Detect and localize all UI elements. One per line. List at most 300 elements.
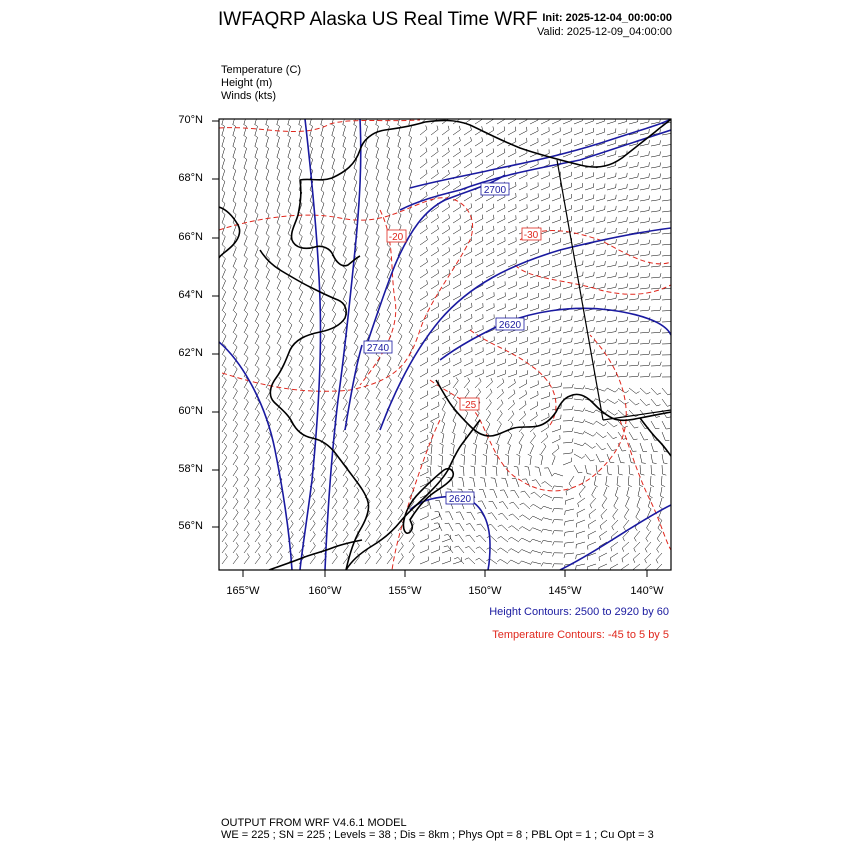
- wind-barb-flag: [343, 234, 346, 237]
- wind-barb-flag: [537, 402, 538, 406]
- wind-barb-flag: [541, 540, 543, 543]
- wind-barb: [640, 321, 649, 322]
- wind-barb: [541, 364, 550, 366]
- wind-barb-flag: [410, 256, 413, 259]
- wind-barb: [387, 524, 392, 531]
- wind-barb-flag: [498, 513, 502, 514]
- wind-barb: [439, 500, 442, 509]
- wind-barb-flag: [519, 561, 522, 564]
- wind-barb: [458, 546, 464, 553]
- wind-barb: [266, 358, 270, 366]
- wind-barb-flag: [289, 278, 292, 281]
- wind-barb: [480, 535, 486, 542]
- wind-barb-flag: [389, 388, 392, 391]
- wind-barb-flag: [460, 292, 461, 296]
- wind-barb-flag: [441, 432, 444, 434]
- wind-barb-flag: [507, 443, 510, 445]
- wind-barb: [532, 562, 541, 564]
- wind-barb: [563, 432, 572, 433]
- wind-barb-flag: [312, 410, 315, 413]
- wind-barb: [645, 542, 651, 549]
- wind-barb: [646, 531, 651, 538]
- wind-barb: [523, 515, 530, 520]
- wind-barb-flag: [552, 454, 555, 457]
- wind-barb-flag: [257, 377, 260, 380]
- wind-barb: [409, 435, 414, 443]
- wind-barb-flag: [410, 289, 413, 292]
- wind-barb-flag: [290, 377, 293, 380]
- wind-barb-flag: [605, 261, 606, 265]
- wind-barb-flag: [657, 549, 659, 552]
- wind-barb: [563, 298, 572, 300]
- wind-barb-flag: [521, 432, 524, 435]
- wind-barb-flag: [277, 179, 280, 182]
- wind-barb: [629, 177, 638, 179]
- wind-barb-flag: [459, 477, 463, 478]
- wind-barb-flag: [367, 399, 370, 402]
- wind-barb: [420, 163, 427, 169]
- wind-barb: [244, 502, 249, 509]
- wind-barb-flag: [437, 159, 438, 163]
- wind-barb-flag: [258, 487, 260, 490]
- wind-barb: [244, 237, 247, 245]
- wind-barb: [222, 557, 227, 564]
- wind-barb: [442, 373, 450, 377]
- wind-barb: [574, 209, 583, 212]
- wind-barb-flag: [400, 410, 403, 413]
- wind-barb: [607, 188, 616, 190]
- wind-barb-flag: [346, 531, 348, 534]
- wind-barb: [343, 226, 346, 234]
- wind-barb: [420, 505, 428, 509]
- wind-barb: [508, 286, 516, 290]
- wind-barb: [543, 552, 552, 553]
- wind-barb-flag: [288, 234, 291, 237]
- wind-barb: [530, 264, 538, 267]
- wind-barb-flag: [256, 344, 259, 347]
- wind-barb-flag: [482, 215, 483, 219]
- wind-barb-flag: [247, 476, 249, 479]
- wind-barb: [554, 497, 563, 498]
- wind-barb-flag: [460, 236, 461, 240]
- wind-barb-flag: [449, 203, 450, 207]
- wind-barb: [662, 388, 668, 395]
- wind-barb: [519, 275, 527, 278]
- wind-barb: [565, 509, 574, 511]
- wind-barb-flag: [612, 527, 614, 531]
- wind-barb-flag: [324, 498, 326, 501]
- wind-barb-flag: [489, 501, 493, 502]
- wind-barb: [376, 358, 380, 366]
- wind-barb-flag: [345, 388, 348, 391]
- wind-barb: [475, 252, 483, 256]
- wind-barb-flag: [257, 443, 259, 446]
- wind-barb-flag: [566, 491, 567, 495]
- wind-barb-flag: [502, 389, 504, 393]
- wind-barb: [310, 402, 314, 410]
- wind-barb: [420, 461, 428, 465]
- wind-barb: [420, 295, 428, 300]
- wind-barb-flag: [332, 146, 335, 149]
- wind-barb-flag: [546, 433, 547, 437]
- wind-barb: [479, 558, 486, 564]
- wind-barb-flag: [368, 531, 370, 534]
- wind-barb-flag: [589, 515, 590, 519]
- wind-barb: [277, 435, 282, 443]
- wind-barb: [288, 148, 291, 157]
- svg-text:2620: 2620: [498, 320, 522, 331]
- wind-barb-flag: [410, 300, 413, 303]
- wind-barb-flag: [302, 498, 304, 501]
- wind-barb-flag: [460, 170, 461, 174]
- wind-barb: [387, 182, 390, 191]
- wind-barb-flag: [386, 135, 389, 137]
- wind-barb: [541, 209, 549, 212]
- wind-barb: [599, 553, 607, 557]
- wind-barb-flag: [364, 124, 367, 126]
- wind-barb: [442, 251, 450, 256]
- wind-barb: [662, 167, 671, 168]
- wind-barb: [470, 524, 475, 532]
- wind-barb: [464, 252, 472, 256]
- wind-barb: [475, 241, 483, 245]
- wind-barb-flag: [300, 289, 303, 292]
- wind-barb: [544, 506, 553, 509]
- wind-barb-flag: [365, 190, 368, 193]
- wind-barb: [343, 237, 346, 245]
- wind-barb-flag: [342, 113, 345, 115]
- wind-barb-flag: [234, 322, 237, 325]
- wind-barb: [629, 155, 638, 157]
- wind-barb-flag: [244, 179, 247, 182]
- wind-barb: [244, 446, 249, 454]
- wind-barb-flag: [269, 553, 271, 556]
- wind-barb: [244, 491, 249, 499]
- wind-barb: [471, 512, 475, 520]
- wind-barb: [529, 467, 531, 476]
- wind-barb: [420, 561, 428, 564]
- wind-barb: [310, 358, 314, 366]
- wind-barb: [365, 303, 369, 311]
- wind-barb: [651, 144, 660, 146]
- wind-barb-flag: [443, 399, 446, 402]
- wind-barb: [464, 445, 465, 454]
- wind-barb-flag: [664, 463, 668, 464]
- wind-barb-flag: [412, 542, 414, 545]
- wind-barb-flag: [266, 179, 269, 182]
- wind-barb: [628, 476, 629, 485]
- wind-barb: [299, 292, 303, 300]
- wind-barb: [607, 132, 616, 135]
- wind-barb-flag: [541, 494, 544, 497]
- wind-barb-flag: [277, 146, 280, 149]
- height-contour: [560, 505, 671, 570]
- wind-barb: [266, 137, 269, 146]
- wind-barb: [354, 325, 358, 333]
- wind-barb: [343, 369, 347, 377]
- wind-barb: [662, 189, 671, 190]
- wind-barb: [640, 188, 649, 190]
- wind-barb: [640, 122, 649, 124]
- wind-barb-flag: [576, 555, 577, 559]
- wind-barb-flag: [410, 311, 413, 314]
- wind-barb: [233, 303, 237, 311]
- wind-barb: [222, 115, 224, 124]
- wind-barb-flag: [467, 512, 471, 513]
- wind-barb-flag: [411, 443, 413, 446]
- wind-barb-flag: [572, 449, 573, 453]
- wind-barb: [629, 421, 635, 428]
- wind-barb: [442, 141, 449, 146]
- wind-barb-flag: [389, 443, 391, 446]
- wind-barb-flag: [258, 520, 260, 523]
- wind-barb-flag: [426, 225, 427, 229]
- valid-time: Valid: 2025-12-09_04:00:00: [537, 26, 672, 38]
- wind-barb: [431, 395, 439, 399]
- wind-barb-flag: [279, 377, 282, 380]
- wind-barb-flag: [460, 181, 461, 185]
- wind-barb: [618, 199, 627, 201]
- wind-barb: [376, 204, 379, 213]
- wind-barb-flag: [635, 528, 637, 531]
- wind-barb: [640, 177, 649, 179]
- wind-barb: [543, 529, 552, 531]
- wind-barb: [574, 399, 583, 400]
- wind-barb-flag: [335, 476, 337, 479]
- wind-barb: [629, 365, 638, 366]
- wind-barb-flag: [222, 234, 225, 237]
- wind-barb-flag: [488, 410, 490, 413]
- wind-barb: [288, 237, 291, 245]
- wind-barb-flag: [650, 485, 654, 487]
- wind-barb: [387, 391, 391, 399]
- wind-barb: [501, 536, 508, 542]
- wind-barb: [431, 423, 434, 432]
- wind-barb: [475, 318, 483, 322]
- wind-barb-flag: [638, 273, 639, 277]
- wind-barb-flag: [398, 157, 401, 160]
- wind-barb: [513, 502, 519, 509]
- wind-barb: [233, 170, 236, 179]
- lon-label-165w: 165°W: [226, 585, 260, 597]
- wind-barb-flag: [269, 542, 271, 545]
- wind-barb-flag: [649, 218, 650, 222]
- wind-barb-flag: [290, 454, 292, 457]
- wind-barb-flag: [365, 245, 368, 248]
- wind-barb: [612, 520, 618, 527]
- wind-barb: [233, 513, 238, 520]
- wind-barb-flag: [277, 212, 280, 215]
- wind-barb-flag: [602, 506, 604, 509]
- wind-barb: [662, 211, 671, 212]
- wind-barb: [618, 332, 627, 333]
- wind-barb: [618, 177, 627, 179]
- wind-barb-flag: [427, 313, 428, 317]
- wind-barb: [365, 535, 370, 542]
- wind-barb: [492, 513, 497, 520]
- wind-barb: [512, 526, 519, 531]
- wind-barb-flag: [482, 226, 483, 230]
- wind-barb: [376, 369, 380, 377]
- wind-barb-flag: [235, 443, 237, 446]
- wind-barb-flag: [298, 135, 301, 137]
- wind-barb-flag: [224, 388, 227, 391]
- wind-barb: [464, 152, 472, 157]
- wind-barb-flag: [367, 366, 370, 369]
- wind-barb-flag: [322, 300, 325, 303]
- wind-barb-flag: [345, 443, 347, 446]
- wind-barb-flag: [409, 146, 412, 149]
- wind-barb-flag: [528, 454, 532, 456]
- wind-barb-flag: [536, 412, 537, 416]
- wind-barb: [354, 148, 357, 157]
- wind-barb-flag: [399, 344, 402, 347]
- wind-barb: [398, 281, 402, 289]
- wind-barb: [299, 457, 304, 465]
- wind-barb: [277, 215, 280, 223]
- wind-barb-flag: [660, 507, 663, 509]
- wind-barb-flag: [438, 302, 439, 306]
- wind-barb-flag: [439, 391, 440, 395]
- wind-barb: [354, 468, 359, 476]
- wind-barb-flag: [491, 378, 493, 382]
- wind-barb: [519, 253, 527, 257]
- wind-barb-flag: [376, 234, 379, 237]
- wind-barb: [552, 198, 560, 201]
- wind-barb: [310, 557, 315, 564]
- wind-barb: [519, 242, 527, 246]
- wind-barb: [365, 557, 370, 564]
- wind-barb: [365, 402, 369, 410]
- wind-barb-flag: [255, 179, 258, 182]
- wind-barb-flag: [225, 542, 227, 545]
- wind-barb-flag: [388, 289, 391, 292]
- wind-barb: [365, 193, 368, 202]
- wind-barb: [233, 435, 238, 443]
- wind-barb-flag: [634, 549, 636, 553]
- wind-barb: [321, 358, 325, 366]
- wind-barb: [530, 197, 538, 201]
- wind-barb: [266, 126, 269, 135]
- wind-barb: [376, 491, 381, 499]
- wind-barb: [585, 454, 591, 461]
- wind-barb: [255, 524, 260, 531]
- wind-barb: [541, 297, 550, 300]
- wind-barb-flag: [638, 206, 639, 210]
- wind-barb-flag: [504, 171, 505, 175]
- wind-barb-flag: [449, 303, 450, 307]
- wind-barb-flag: [356, 399, 359, 402]
- wind-barb-flag: [487, 421, 490, 424]
- wind-barb: [545, 482, 552, 488]
- wind-barb: [552, 209, 560, 212]
- wind-barb-flag: [332, 168, 335, 171]
- wind-barb-flag: [524, 411, 526, 415]
- wind-barb-flag: [389, 421, 392, 424]
- wind-barb: [629, 332, 638, 333]
- wind-barb-flag: [482, 237, 483, 241]
- wind-barb-flag: [345, 399, 348, 402]
- wind-barb-flag: [564, 543, 565, 547]
- wind-barb: [585, 388, 594, 390]
- wind-barb-flag: [578, 472, 582, 473]
- wind-barb: [332, 491, 337, 499]
- wind-barb: [409, 314, 413, 322]
- wind-barb-flag: [594, 327, 595, 331]
- wind-barb-flag: [233, 245, 236, 248]
- wind-barb: [288, 259, 291, 267]
- wind-barb: [255, 303, 259, 311]
- wind-barb: [651, 332, 660, 333]
- wind-barb-flag: [494, 226, 495, 230]
- wind-barb: [497, 414, 502, 421]
- wind-barb: [266, 270, 270, 278]
- wind-barb-flag: [622, 559, 623, 563]
- wind-barb-flag: [378, 410, 381, 413]
- wind-barb-flag: [649, 173, 650, 177]
- wind-barb: [222, 314, 226, 322]
- wind-barb-flag: [300, 300, 303, 303]
- variable-height: Height (m): [221, 77, 273, 89]
- wind-barb-flag: [290, 432, 293, 435]
- wind-barb-flag: [334, 399, 337, 402]
- wind-barb: [376, 457, 381, 465]
- wind-barb-flag: [408, 113, 411, 115]
- wind-barb: [596, 365, 605, 366]
- wind-barb-flag: [437, 170, 438, 174]
- wind-barb: [233, 524, 238, 531]
- wind-barb: [640, 266, 649, 267]
- wind-barb-flag: [279, 388, 282, 391]
- wind-barb-flag: [267, 267, 270, 270]
- wind-barb: [321, 457, 326, 465]
- wind-barb: [310, 215, 313, 223]
- wind-barb: [497, 393, 504, 399]
- wind-barb: [497, 341, 505, 344]
- wind-barb-flag: [530, 516, 533, 519]
- wind-barb-flag: [615, 496, 618, 499]
- wind-barb-flag: [287, 135, 290, 137]
- wind-barb: [233, 457, 238, 465]
- wind-barb: [255, 148, 258, 157]
- wind-barb-flag: [535, 422, 537, 426]
- wind-barb: [332, 237, 335, 245]
- wind-barb: [376, 468, 381, 476]
- wind-barb-flag: [344, 267, 347, 270]
- wind-barb-flag: [269, 465, 271, 468]
- wind-barb: [530, 164, 538, 168]
- wind-barb: [475, 208, 483, 213]
- wind-barb: [618, 354, 627, 355]
- wind-barb-flag: [509, 502, 513, 503]
- wind-barb-flag: [591, 460, 595, 461]
- wind-barb-flag: [365, 212, 368, 215]
- wind-barb: [233, 380, 237, 388]
- wind-barb-flag: [280, 509, 282, 512]
- wind-barb: [486, 241, 494, 245]
- wind-barb-flag: [345, 377, 348, 380]
- wind-barb-flag: [638, 339, 639, 343]
- wind-barb-flag: [377, 267, 380, 270]
- coastlines: [219, 119, 671, 570]
- wind-barb-flag: [323, 410, 326, 413]
- wind-barb-flag: [266, 245, 269, 248]
- wind-barb: [376, 402, 380, 410]
- wind-barb: [277, 193, 280, 202]
- wind-barb-flag: [519, 550, 522, 553]
- wind-barb: [530, 175, 538, 179]
- wind-barb-flag: [508, 549, 511, 552]
